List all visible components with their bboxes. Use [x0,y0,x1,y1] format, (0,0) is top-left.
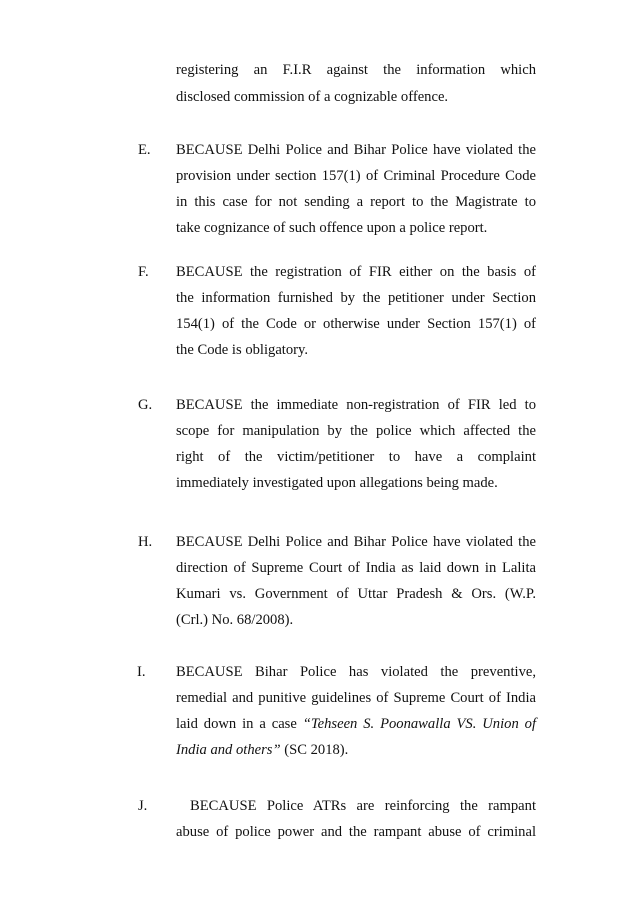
paragraph-line: abuse of police power and the rampant abuse of criminal [176,824,536,840]
paragraph-line: 154(1) of the Code or otherwise under Section 157(1) of [176,316,536,332]
paragraph-line: Kumari vs. Government of Uttar Pradesh & Ors. (W.P. [176,586,536,602]
paragraph-line: BECAUSE the immediate non-registration of FIR led to [176,397,536,413]
paragraph-line: BECAUSE Delhi Police and Bihar Police have violated the [176,534,536,550]
line-text: (SC 2018). [284,742,349,758]
paragraph-line: remedial and punitive guidelines of Supreme Court of India [176,690,536,706]
ground-marker-j: J. [138,798,148,814]
paragraph-line: the information furnished by the petitioner under Section [176,290,536,306]
paragraph-line: (Crl.) No. 68/2008). [176,612,294,628]
line-text: laid down in a case [176,716,297,732]
case-citation: “Tehseen S. Poonawalla VS. Union of [302,716,536,732]
paragraph-line: right of the victim/petitioner to have a complaint [176,449,536,465]
paragraph-line: scope for manipulation by the police which affected the [176,423,536,439]
paragraph-line: BECAUSE the registration of FIR either on the basis of [176,264,536,280]
paragraph-line [176,715,536,733]
paragraph-line: provision under section 157(1) of Criminal Procedure Code [176,168,536,184]
paragraph-line: in this case for not sending a report to the Magistrate to [176,194,536,210]
paragraph-line: BECAUSE Bihar Police has violated the preventive, [176,664,536,680]
ground-marker-g: G. [138,397,153,413]
paragraph-line: immediately investigated upon allegations being made. [176,475,498,491]
paragraph-line: take cognizance of such offence upon a police report. [176,220,488,236]
paragraph-line: BECAUSE Delhi Police and Bihar Police have violated the [176,142,536,158]
paragraph-line [176,741,536,759]
ground-marker-h: H. [138,534,153,550]
paragraph-line: direction of Supreme Court of India as laid down in Lalita [176,560,536,576]
paragraph-line: BECAUSE Police ATRs are reinforcing the rampant [190,798,536,814]
case-citation: India and others” [176,742,281,758]
ground-marker-e: E. [138,142,151,158]
paragraph-line: disclosed commission of a cognizable offence. [176,89,449,105]
paragraph-line: registering an F.I.R against the information which [176,62,536,78]
ground-marker-i: I. [137,664,146,680]
ground-marker-f: F. [138,264,149,280]
paragraph-line: the Code is obligatory. [176,342,308,358]
